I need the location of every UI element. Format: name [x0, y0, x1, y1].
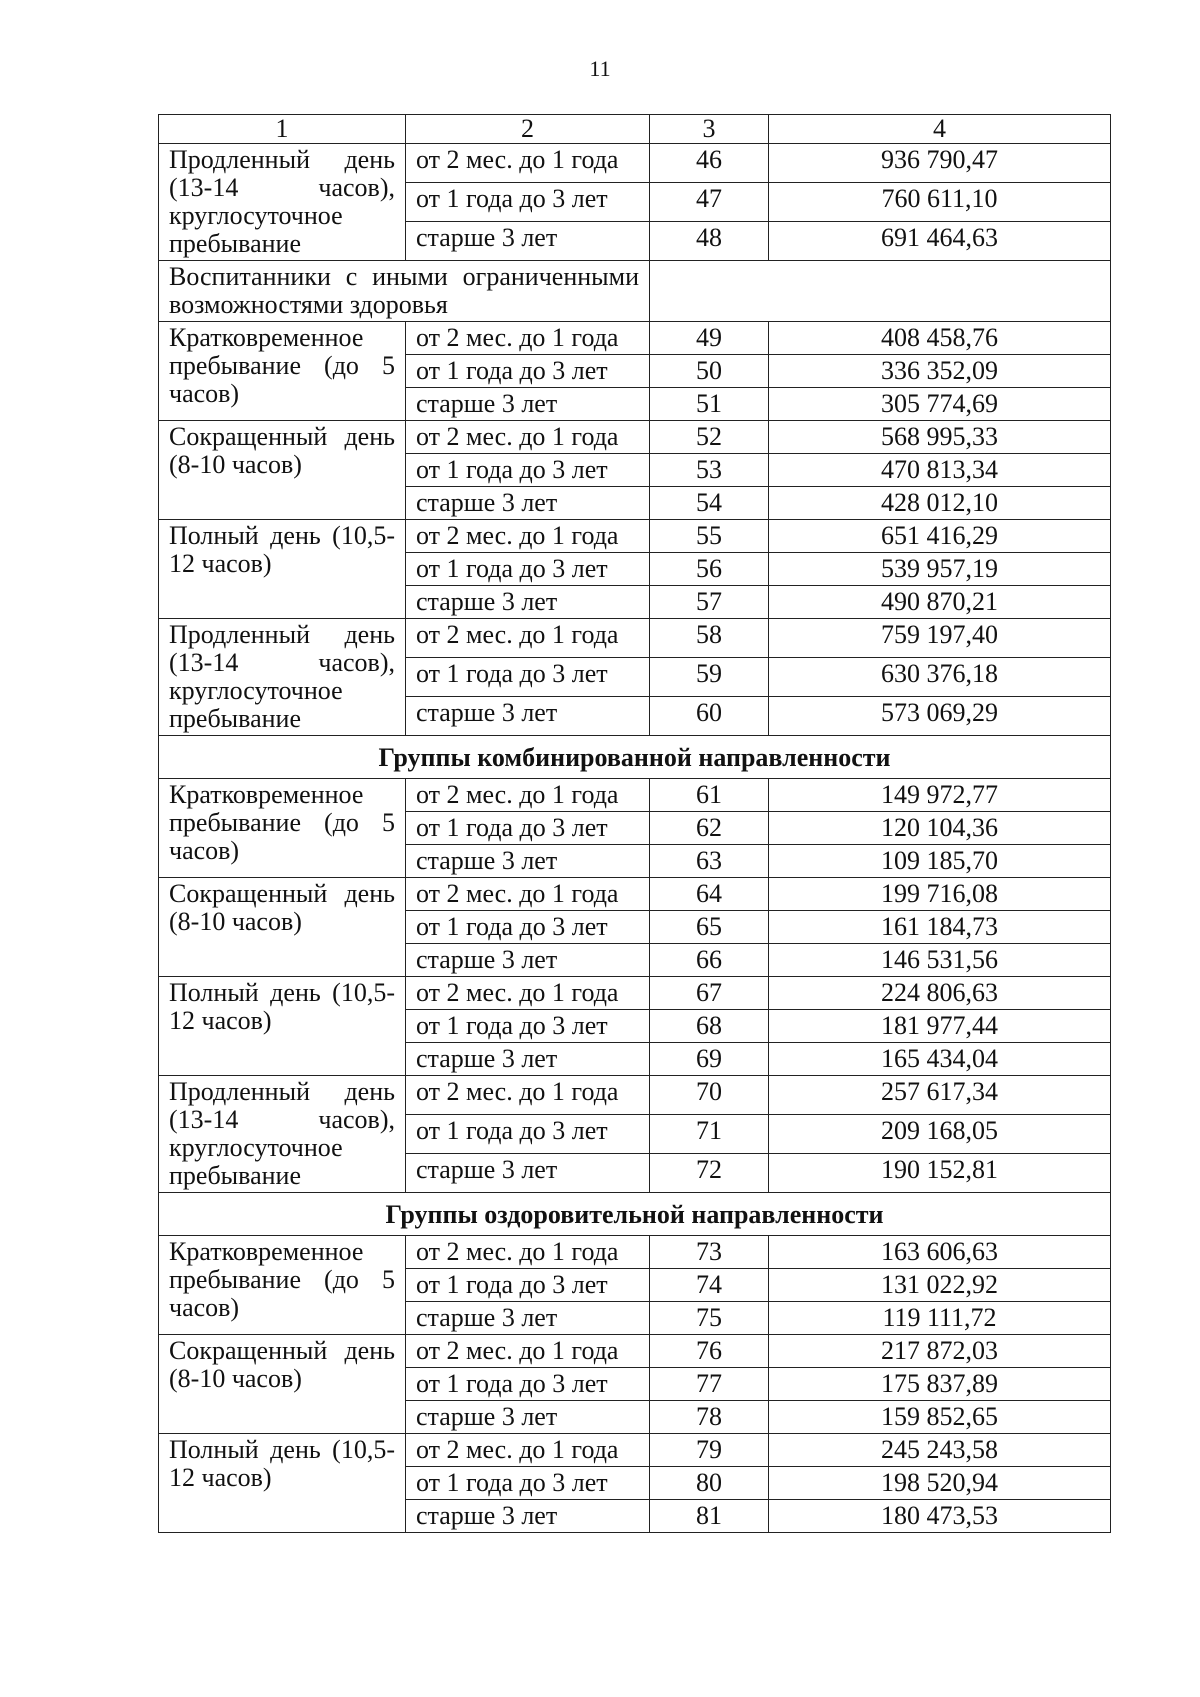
- table-row: [159, 322, 1111, 355]
- row-number-cell: 70: [650, 1076, 769, 1115]
- column-header: 2: [406, 115, 650, 144]
- row-number-cell: 46: [650, 144, 769, 183]
- amount-cell: 181 977,44: [769, 1010, 1111, 1043]
- age-range-cell: от 2 мес. до 1 года: [406, 520, 650, 553]
- table-row: [159, 1335, 1111, 1368]
- section-title-health: Группы оздоровительной направленности: [159, 1193, 1111, 1236]
- amount-cell: 199 716,08: [769, 878, 1111, 911]
- row-number-cell: 61: [650, 779, 769, 812]
- amount-cell: 630 376,18: [769, 658, 1111, 697]
- amount-cell: 490 870,21: [769, 586, 1111, 619]
- row-number-cell: 55: [650, 520, 769, 553]
- age-range-cell: старше 3 лет: [406, 1500, 650, 1533]
- group-mode-label: Сокращенный день (8-10 часов): [159, 1335, 406, 1434]
- amount-cell: 539 957,19: [769, 553, 1111, 586]
- empty-cell: [650, 261, 1111, 322]
- section-title-combined: Группы комбинированной направленности: [159, 736, 1111, 779]
- age-range-cell: от 2 мес. до 1 года: [406, 322, 650, 355]
- age-range-cell: от 2 мес. до 1 года: [406, 1434, 650, 1467]
- amount-cell: 305 774,69: [769, 388, 1111, 421]
- age-range-cell: от 2 мес. до 1 года: [406, 1236, 650, 1269]
- age-range-cell: от 1 года до 3 лет: [406, 355, 650, 388]
- group-mode-label: Сокращенный день (8-10 часов): [159, 421, 406, 520]
- amount-cell: 651 416,29: [769, 520, 1111, 553]
- row-number-cell: 48: [650, 222, 769, 261]
- section-header-row: [159, 736, 1111, 779]
- table-row: [159, 619, 1111, 658]
- amount-cell: 470 813,34: [769, 454, 1111, 487]
- row-number-cell: 63: [650, 845, 769, 878]
- row-number-cell: 58: [650, 619, 769, 658]
- table-row: [159, 144, 1111, 183]
- age-range-cell: старше 3 лет: [406, 388, 650, 421]
- row-number-cell: 81: [650, 1500, 769, 1533]
- age-range-cell: старше 3 лет: [406, 487, 650, 520]
- group-mode-label: Полный день (10,5-12 часов): [159, 1434, 406, 1533]
- amount-cell: 198 520,94: [769, 1467, 1111, 1500]
- age-range-cell: от 2 мес. до 1 года: [406, 977, 650, 1010]
- amount-cell: 336 352,09: [769, 355, 1111, 388]
- table-row: [159, 421, 1111, 454]
- amount-cell: 175 837,89: [769, 1368, 1111, 1401]
- amount-cell: 691 464,63: [769, 222, 1111, 261]
- page-number: 11: [589, 56, 611, 81]
- row-number-cell: 50: [650, 355, 769, 388]
- row-number-cell: 72: [650, 1154, 769, 1193]
- age-range-cell: от 2 мес. до 1 года: [406, 144, 650, 183]
- age-range-cell: старше 3 лет: [406, 697, 650, 736]
- row-number-cell: 64: [650, 878, 769, 911]
- amount-cell: 428 012,10: [769, 487, 1111, 520]
- amount-cell: 936 790,47: [769, 144, 1111, 183]
- amount-cell: 146 531,56: [769, 944, 1111, 977]
- table-row: [159, 1076, 1111, 1115]
- group-mode-label: Кратковременное пребывание (до 5 часов): [159, 1236, 406, 1335]
- row-number-cell: 75: [650, 1302, 769, 1335]
- row-number-cell: 59: [650, 658, 769, 697]
- row-number-cell: 71: [650, 1115, 769, 1154]
- amount-cell: 120 104,36: [769, 812, 1111, 845]
- age-range-cell: от 2 мес. до 1 года: [406, 779, 650, 812]
- row-number-cell: 65: [650, 911, 769, 944]
- age-range-cell: от 1 года до 3 лет: [406, 553, 650, 586]
- age-range-cell: от 2 мес. до 1 года: [406, 1335, 650, 1368]
- age-range-cell: от 1 года до 3 лет: [406, 1115, 650, 1154]
- group-mode-label: Сокращенный день (8-10 часов): [159, 878, 406, 977]
- row-number-cell: 68: [650, 1010, 769, 1043]
- row-number-cell: 60: [650, 697, 769, 736]
- age-range-cell: от 1 года до 3 лет: [406, 1269, 650, 1302]
- age-range-cell: от 1 года до 3 лет: [406, 911, 650, 944]
- amount-cell: 568 995,33: [769, 421, 1111, 454]
- amount-cell: 209 168,05: [769, 1115, 1111, 1154]
- amount-cell: 149 972,77: [769, 779, 1111, 812]
- age-range-cell: от 2 мес. до 1 года: [406, 1076, 650, 1115]
- amount-cell: 159 852,65: [769, 1401, 1111, 1434]
- group-mode-label: Продленный день (13-14 часов), круглосуточное пребывание: [159, 1076, 406, 1193]
- age-range-cell: от 1 года до 3 лет: [406, 658, 650, 697]
- row-number-cell: 62: [650, 812, 769, 845]
- amount-cell: 408 458,76: [769, 322, 1111, 355]
- group-mode-label: Кратковременное пребывание (до 5 часов): [159, 779, 406, 878]
- age-range-cell: от 1 года до 3 лет: [406, 1368, 650, 1401]
- amount-cell: 245 243,58: [769, 1434, 1111, 1467]
- row-number-cell: 51: [650, 388, 769, 421]
- age-range-cell: от 1 года до 3 лет: [406, 1010, 650, 1043]
- age-range-cell: старше 3 лет: [406, 944, 650, 977]
- amount-cell: 759 197,40: [769, 619, 1111, 658]
- amount-cell: 760 611,10: [769, 183, 1111, 222]
- row-number-cell: 69: [650, 1043, 769, 1076]
- row-number-cell: 77: [650, 1368, 769, 1401]
- age-range-cell: от 2 мес. до 1 года: [406, 421, 650, 454]
- row-number-cell: 47: [650, 183, 769, 222]
- row-number-cell: 49: [650, 322, 769, 355]
- row-number-cell: 74: [650, 1269, 769, 1302]
- section-header-row: [159, 1193, 1111, 1236]
- age-range-cell: от 2 мес. до 1 года: [406, 878, 650, 911]
- age-range-cell: старше 3 лет: [406, 845, 650, 878]
- amount-cell: 217 872,03: [769, 1335, 1111, 1368]
- table-row: [159, 878, 1111, 911]
- table-row: [159, 779, 1111, 812]
- table-row: [159, 1434, 1111, 1467]
- group-mode-label: Кратковременное пребывание (до 5 часов): [159, 322, 406, 421]
- amount-cell: 119 111,72: [769, 1302, 1111, 1335]
- row-number-cell: 57: [650, 586, 769, 619]
- row-number-cell: 54: [650, 487, 769, 520]
- amount-cell: 109 185,70: [769, 845, 1111, 878]
- age-range-cell: от 1 года до 3 лет: [406, 454, 650, 487]
- row-number-cell: 66: [650, 944, 769, 977]
- column-number-row: [159, 115, 1111, 144]
- amount-cell: 190 152,81: [769, 1154, 1111, 1193]
- group-mode-label: Продленный день (13-14 часов), круглосуточное пребывание: [159, 619, 406, 736]
- column-header: 4: [769, 115, 1111, 144]
- group-mode-label: Полный день (10,5-12 часов): [159, 977, 406, 1076]
- row-number-cell: 52: [650, 421, 769, 454]
- age-range-cell: от 1 года до 3 лет: [406, 1467, 650, 1500]
- amount-cell: 131 022,92: [769, 1269, 1111, 1302]
- amount-cell: 573 069,29: [769, 697, 1111, 736]
- subgroup-header: Воспитанники с иными ограниченными возможностями здоровья: [159, 261, 650, 322]
- row-number-cell: 73: [650, 1236, 769, 1269]
- age-range-cell: старше 3 лет: [406, 1154, 650, 1193]
- age-range-cell: старше 3 лет: [406, 1401, 650, 1434]
- amount-cell: 257 617,34: [769, 1076, 1111, 1115]
- row-number-cell: 79: [650, 1434, 769, 1467]
- row-number-cell: 78: [650, 1401, 769, 1434]
- table-row: [159, 1236, 1111, 1269]
- subgroup-header-row: [159, 261, 1111, 322]
- column-header: 1: [159, 115, 406, 144]
- group-mode-label: Полный день (10,5-12 часов): [159, 520, 406, 619]
- column-header: 3: [650, 115, 769, 144]
- row-number-cell: 80: [650, 1467, 769, 1500]
- row-number-cell: 76: [650, 1335, 769, 1368]
- tariff-table: [158, 114, 1111, 1533]
- row-number-cell: 67: [650, 977, 769, 1010]
- age-range-cell: старше 3 лет: [406, 1302, 650, 1335]
- age-range-cell: от 1 года до 3 лет: [406, 812, 650, 845]
- table-row: [159, 520, 1111, 553]
- amount-cell: 161 184,73: [769, 911, 1111, 944]
- amount-cell: 224 806,63: [769, 977, 1111, 1010]
- amount-cell: 163 606,63: [769, 1236, 1111, 1269]
- age-range-cell: от 2 мес. до 1 года: [406, 619, 650, 658]
- amount-cell: 180 473,53: [769, 1500, 1111, 1533]
- group-mode-label: Продленный день (13-14 часов), круглосуточное пребывание: [159, 144, 406, 261]
- age-range-cell: старше 3 лет: [406, 1043, 650, 1076]
- age-range-cell: старше 3 лет: [406, 586, 650, 619]
- age-range-cell: старше 3 лет: [406, 222, 650, 261]
- row-number-cell: 56: [650, 553, 769, 586]
- amount-cell: 165 434,04: [769, 1043, 1111, 1076]
- row-number-cell: 53: [650, 454, 769, 487]
- age-range-cell: от 1 года до 3 лет: [406, 183, 650, 222]
- table-row: [159, 977, 1111, 1010]
